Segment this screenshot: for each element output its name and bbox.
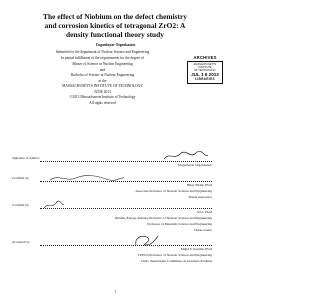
stamp-technology-line: OF TECHNOLOGY — [194, 69, 216, 72]
fulfillment-line: In partial fulfillment of the requirements for the degree of — [61, 56, 144, 60]
certified-1-signature-scribble — [46, 172, 126, 184]
author-printed-name: Uuganbayar Otgonbaatar — [177, 162, 212, 167]
institute-name: MASSACHUSETTS INSTITUTE OF TECHNOLOGY — [62, 84, 143, 88]
acceptor-title: TEPCO Professor of Nuclear Science and Engineering — [137, 253, 212, 257]
stamp-libraries: LIBRARIES — [195, 77, 215, 81]
accepted-label: Accepted by: — [12, 240, 30, 244]
submitted-line: Submitted to the department of Nuclear Science and Engineering — [55, 50, 150, 54]
certifier-2-name: Ju Li, Ph.D — [196, 210, 212, 214]
certified-signature-block-2 — [12, 203, 212, 231]
degree-date: JUNE 2013 — [94, 89, 111, 94]
and-line: and — [99, 67, 106, 72]
certifier-2-title-2: Professor of Materials Science and Engineering — [147, 222, 212, 226]
certifier-1-title: Associate Professor of Nuclear Science and Engineering — [135, 189, 212, 193]
certified-1-rule — [40, 181, 212, 182]
library-stamp-box — [187, 61, 223, 84]
stamp-date: JUL 1 6 2013 — [191, 72, 219, 77]
acceptor-role: Chair, Department Committee on Graduate Students — [140, 259, 212, 263]
certified-signature-block-1 — [12, 176, 212, 198]
certifier-2-title: Battelle Energy Alliance Professor of Nuclear Science and Engineering — [115, 216, 212, 220]
author-signature-block — [12, 156, 212, 168]
rights-line: All rights reserved — [89, 100, 116, 105]
accepted-signature-block — [12, 240, 212, 270]
degree-master: Master of Science in Nuclear Engineering — [72, 62, 133, 66]
title-line-3: density functional theory study — [66, 29, 164, 39]
certified-label-1: Certified by: — [12, 176, 30, 180]
at-the-line: at the — [98, 78, 107, 83]
signature-of-author-label: Signature of Author: — [12, 156, 40, 160]
title-line-2: and corrosion kinetics of tetragonal ZrO2: A — [44, 20, 186, 30]
certified-label-2: Certified by: — [12, 203, 30, 207]
stamp-institute-line: MASSACHUSETTS INSTITUTE — [193, 63, 217, 69]
page-number: 1 — [114, 290, 117, 294]
copyright-line: ©2013 Massachusetts Institute of Technology — [69, 95, 136, 99]
certified-2-signature-scribble — [42, 200, 66, 210]
acceptor-name: Mujid S. Kazimi, Ph.D — [180, 247, 212, 251]
certifier-1-role: Thesis supervisor — [188, 195, 212, 199]
certified-2-rule — [40, 208, 212, 209]
degree-bachelor: Bachelor of Science in Nuclear Engineering — [70, 73, 135, 77]
archives-label: ARCHIVES — [193, 55, 217, 60]
certifier-2-role: Thesis reader — [193, 228, 212, 232]
accepted-rule — [40, 245, 212, 246]
author-signature-rule — [40, 161, 212, 162]
thesis-title — [30, 13, 200, 39]
archives-stamp — [187, 55, 223, 84]
title-line-1: The effect of Niobium on the defect chemistry — [43, 12, 187, 21]
author-name: Uuganbayar Otgonbaatar — [95, 43, 136, 47]
certifier-1-name: Bilge Yildiz, Ph.D — [187, 183, 212, 187]
